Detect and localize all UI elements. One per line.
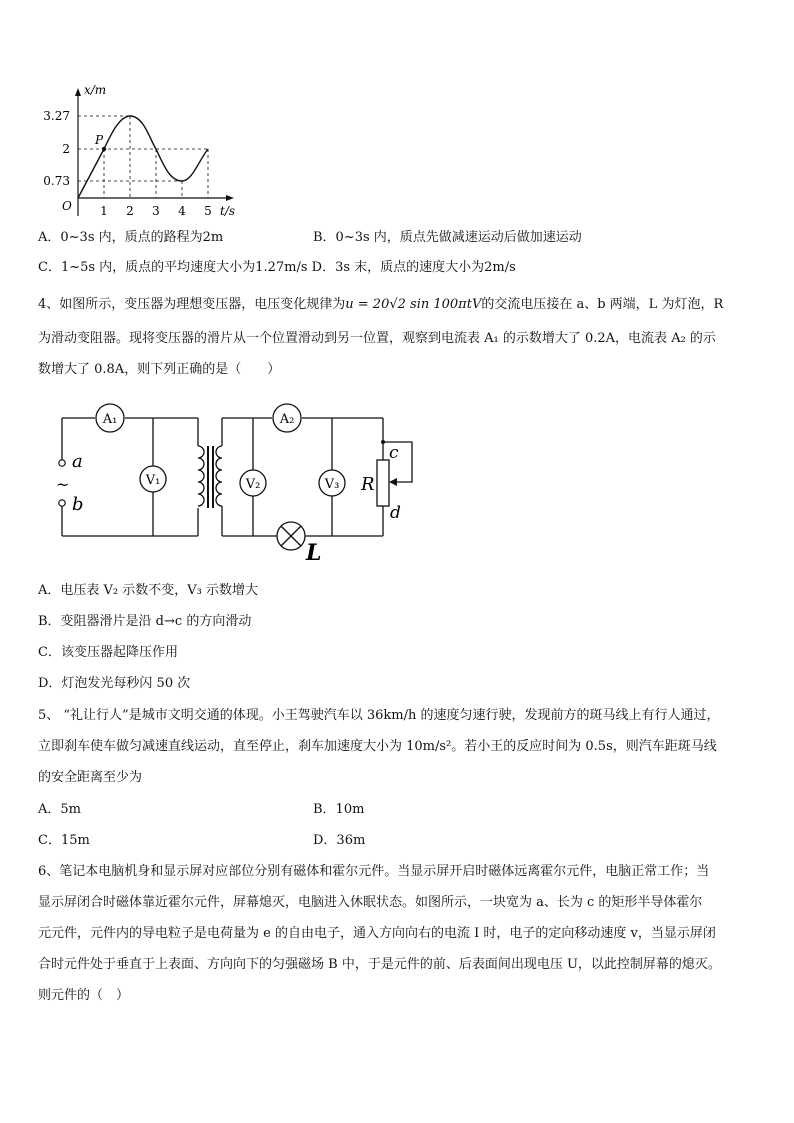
q5-option-d: D．36m <box>313 833 366 848</box>
q6-stem-line5: 则元件的（ ） <box>38 988 130 1003</box>
rheostat-label: R <box>361 474 375 495</box>
q3-option-a: A．0~3s 内，质点的路程为2m <box>38 230 224 245</box>
x-axis-arrow <box>226 195 234 201</box>
slider-c-label: c <box>389 443 399 463</box>
x-tick-label: 1 <box>100 204 108 218</box>
q5-option-c: C．15m <box>38 833 90 848</box>
x-tick-label: 5 <box>204 204 212 218</box>
point-p-label: P <box>95 133 104 147</box>
q5-stem-line1: 5、 “礼让行人”是城市文明交通的体现。小王驾驶汽车以 36km/h 的速度匀速行驶，发现前方的斑马线上有行人通过， <box>38 708 720 723</box>
q3-option-b: B．0~3s 内，质点先做减速运动后做加速运动 <box>313 230 582 245</box>
voltmeter-v2-label: V₂ <box>245 477 261 492</box>
terminal-b-label: b <box>72 494 84 515</box>
point-p-marker <box>102 147 106 151</box>
ammeter-a1-label: A₁ <box>102 412 118 427</box>
x-tick-label: 4 <box>178 204 186 218</box>
q6-stem-line2: 显示屏闭合时磁体靠近霍尔元件，屏幕熄灭，电脑进入休眠状态。如图所示，一块宽为 a、长为 c 的矩形半导体霍尔 <box>38 895 703 910</box>
q4-option-a: A．电压表 V₂ 示数不变，V₃ 示数增大 <box>38 583 258 598</box>
terminal-a <box>59 460 65 466</box>
q6-stem-line1: 6、笔记本电脑机身和显示屏对应部位分别有磁体和霍尔元件。当显示屏开启时磁体远离霍尔元件，电脑正常工作；当 <box>38 864 710 879</box>
q4-stem-line2: 为滑动变阻器。现将变压器的滑片从一个位置滑动到另一位置，观察到电流表 A₁ 的示数增大了 0.2A，电流表 A₂ 的示 <box>38 331 716 346</box>
lamp-label: L <box>306 540 322 566</box>
terminal-a-label: a <box>72 451 83 472</box>
x-tick-label: 3 <box>152 204 160 218</box>
y-tick-label: 0.73 <box>43 174 70 188</box>
y-tick-label: 3.27 <box>43 109 70 123</box>
terminal-b <box>59 500 65 506</box>
q5-stem-line2: 立即刹车使车做匀减速直线运动，直至停止，刹车加速度大小为 10m/s²。若小王的反应时间为 0.5s，则汽车距斑马线 <box>38 739 717 754</box>
q4-option-d: D．灯泡发光每秒闪 50 次 <box>38 676 191 691</box>
q5-option-a: A．5m <box>38 802 81 817</box>
y-axis-label: x/m <box>84 83 107 97</box>
xt-graph <box>40 82 250 222</box>
x-tick-label: 2 <box>126 204 134 218</box>
y-axis-arrow <box>75 88 81 96</box>
q6-stem-line4: 合时元件处于垂直于上表面、方向向下的匀强磁场 B 中，于是元件的前、后表面间出现电压 U，以此控制屏幕的熄灭。 <box>38 957 721 972</box>
voltmeter-v1-label: V₁ <box>145 473 161 488</box>
slider-d-label: d <box>390 503 401 523</box>
slider-arrow <box>389 478 397 486</box>
q5-option-b: B．10m <box>313 802 365 817</box>
q5-stem-line3: 的安全距离至少为 <box>38 770 143 785</box>
ac-source-symbol: ~ <box>56 475 70 494</box>
q4-stem-line1: 4、如图所示，变压器为理想变压器，电压变化规律为u = 20√2 sin 100πtV的交流电压接在 a、b 两端，L 为灯泡，R <box>38 297 724 312</box>
y-tick-label: 2 <box>62 142 70 156</box>
transformer-circuit <box>50 402 420 572</box>
q4-stem-line3: 数增大了 0.8A，则下列正确的是（ ） <box>38 362 281 377</box>
origin-label: O <box>62 199 72 213</box>
q4-option-b: B．变阻器滑片是沿 d→c 的方向滑动 <box>38 614 252 629</box>
q6-stem-line3: 元元件，元件内的导电粒子是电荷量为 e 的自由电子，通入方向向右的电流 I 时，电子的定向移动速度 v，当显示屏闭 <box>38 926 716 941</box>
q4-voltage-formula: u = 20√2 sin 100πtV <box>345 297 482 312</box>
ammeter-a2-label: A₂ <box>279 412 295 427</box>
q4-option-c: C．该变压器起降压作用 <box>38 645 178 660</box>
q3-option-cd: C．1~5s 内，质点的平均速度大小为1.27m/s D．3s 末，质点的速度大小为2m/s <box>38 260 516 275</box>
xt-curve <box>78 116 208 198</box>
voltmeter-v3-label: V₃ <box>324 477 340 492</box>
x-axis-label: t/s <box>220 204 236 218</box>
